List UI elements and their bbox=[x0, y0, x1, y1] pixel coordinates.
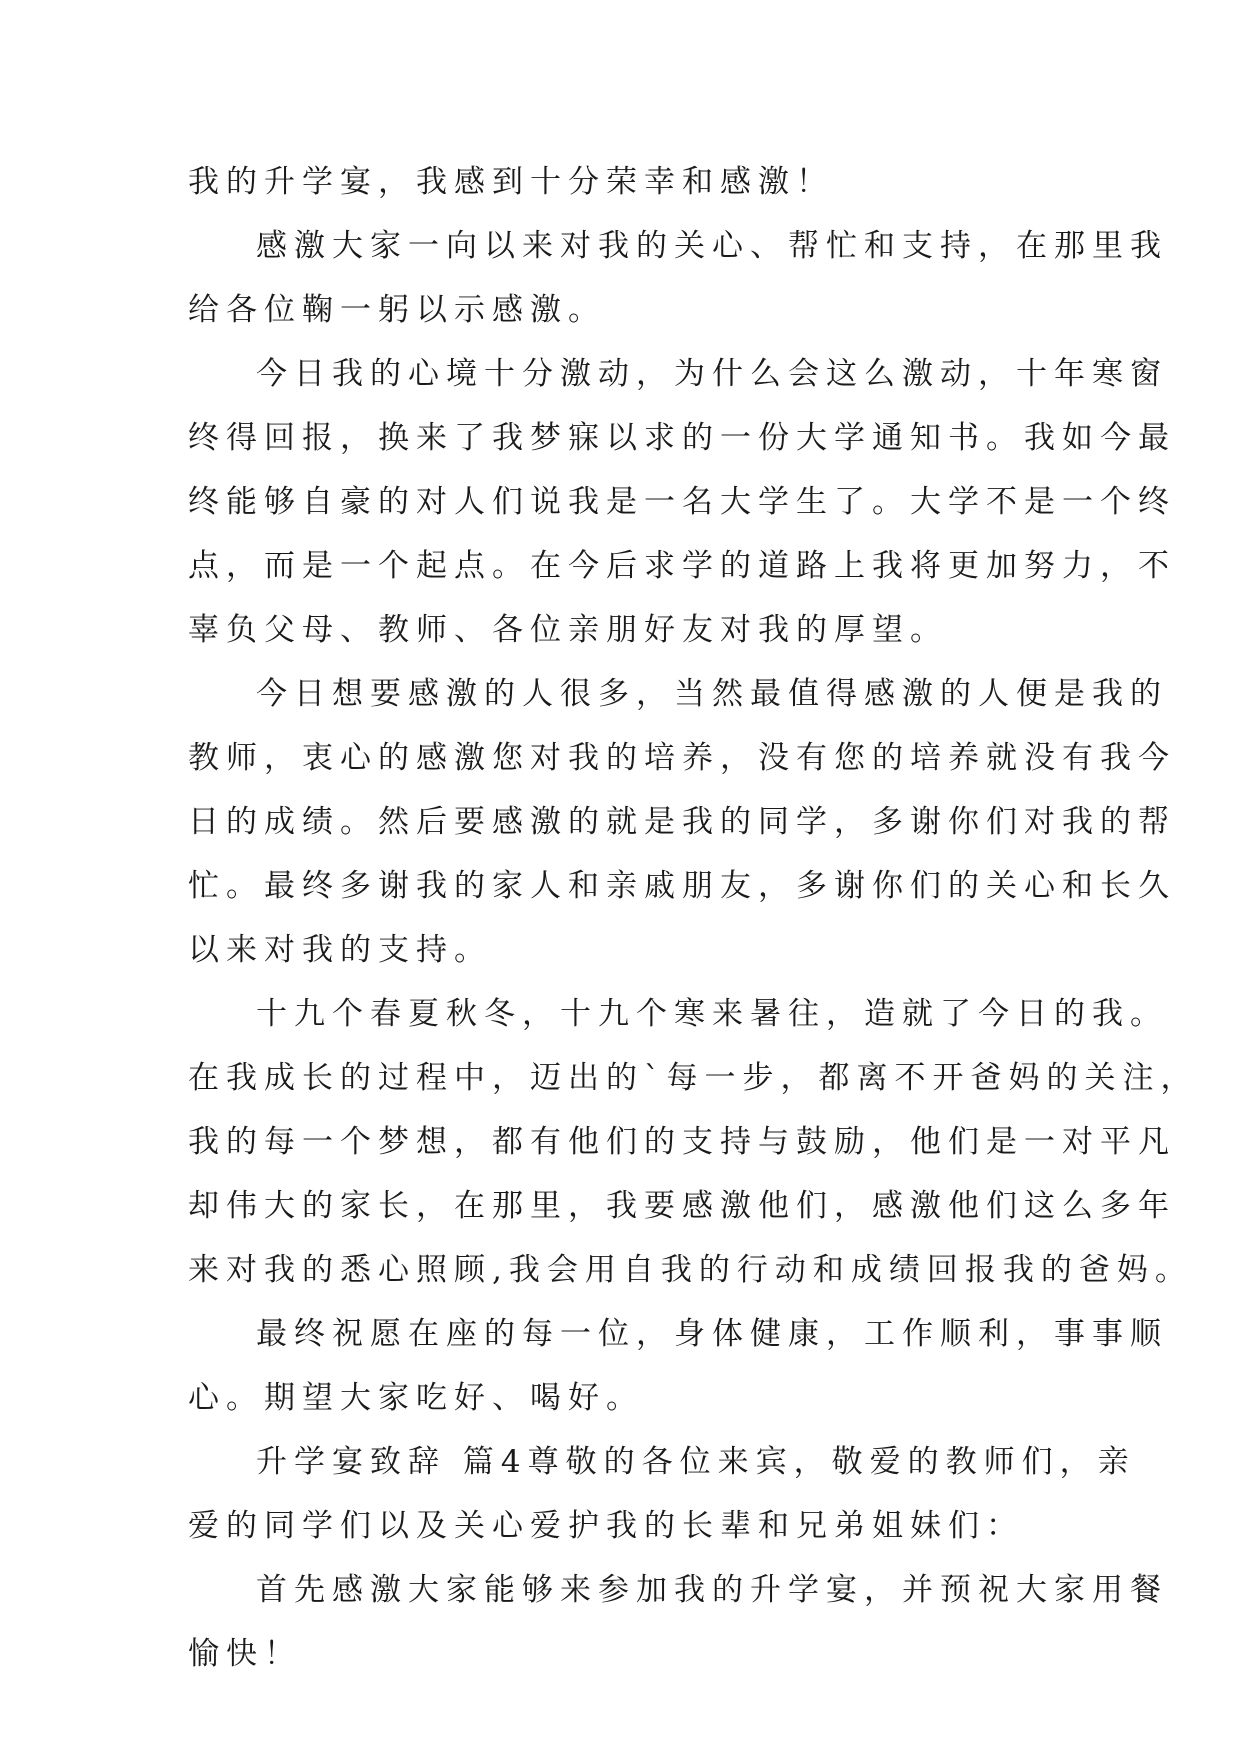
paragraph-start-line: 最终祝愿在座的每一位，身体健康，工作顺利，事事顺 bbox=[256, 1316, 1168, 1352]
paragraph-start-line: 十九个春夏秋冬，十九个寒来暑往，造就了今日的我。 bbox=[256, 996, 1168, 1032]
text-line: 终得回报，换来了我梦寐以求的一份大学通知书。我如今最 bbox=[188, 420, 1176, 456]
paragraph-start-line: 今日想要感激的人很多，当然最值得感激的人便是我的 bbox=[256, 676, 1168, 712]
text-line: 我的升学宴，我感到十分荣幸和感激！ bbox=[188, 164, 834, 200]
paragraph-start-line: 首先感激大家能够来参加我的升学宴，并预祝大家用餐 bbox=[256, 1572, 1168, 1608]
text-line: 愉快！ bbox=[188, 1636, 302, 1672]
text-line: 心。期望大家吃好、喝好。 bbox=[188, 1380, 644, 1416]
text-line: 点，而是一个起点。在今后求学的道路上我将更加努力，不 bbox=[188, 548, 1176, 584]
text-line: 辜负父母、教师、各位亲朋好友对我的厚望。 bbox=[188, 612, 948, 648]
document-page bbox=[188, 150, 1199, 1686]
paragraph-start-line: 升学宴致辞 篇4尊敬的各位来宾，敬爱的教师们，亲 bbox=[256, 1444, 1136, 1480]
text-line: 给各位鞠一躬以示感激。 bbox=[188, 292, 606, 328]
text-line: 终能够自豪的对人们说我是一名大学生了。大学不是一个终 bbox=[188, 484, 1176, 520]
text-line: 爱的同学们以及关心爱护我的长辈和兄弟姐妹们： bbox=[188, 1508, 1024, 1544]
paragraph-start-line: 今日我的心境十分激动，为什么会这么激动，十年寒窗 bbox=[256, 356, 1168, 392]
text-line: 却伟大的家长，在那里，我要感激他们，感激他们这么多年 bbox=[188, 1188, 1176, 1224]
paragraph-start-line: 感激大家一向以来对我的关心、帮忙和支持，在那里我 bbox=[256, 228, 1168, 264]
text-line: 以来对我的支持。 bbox=[188, 932, 492, 968]
text-line: 来对我的悉心照顾,我会用自我的行动和成绩回报我的爸妈。 bbox=[188, 1252, 1193, 1288]
text-line: 忙。最终多谢我的家人和亲戚朋友，多谢你们的关心和长久 bbox=[188, 868, 1176, 904]
text-line: 我的每一个梦想，都有他们的支持与鼓励，他们是一对平凡 bbox=[188, 1124, 1176, 1160]
text-line: 在我成长的过程中，迈出的`每一步，都离不开爸妈的关注， bbox=[188, 1060, 1199, 1096]
text-line: 日的成绩。然后要感激的就是我的同学，多谢你们对我的帮 bbox=[188, 804, 1176, 840]
text-line: 教师，衷心的感激您对我的培养，没有您的培养就没有我今 bbox=[188, 740, 1176, 776]
